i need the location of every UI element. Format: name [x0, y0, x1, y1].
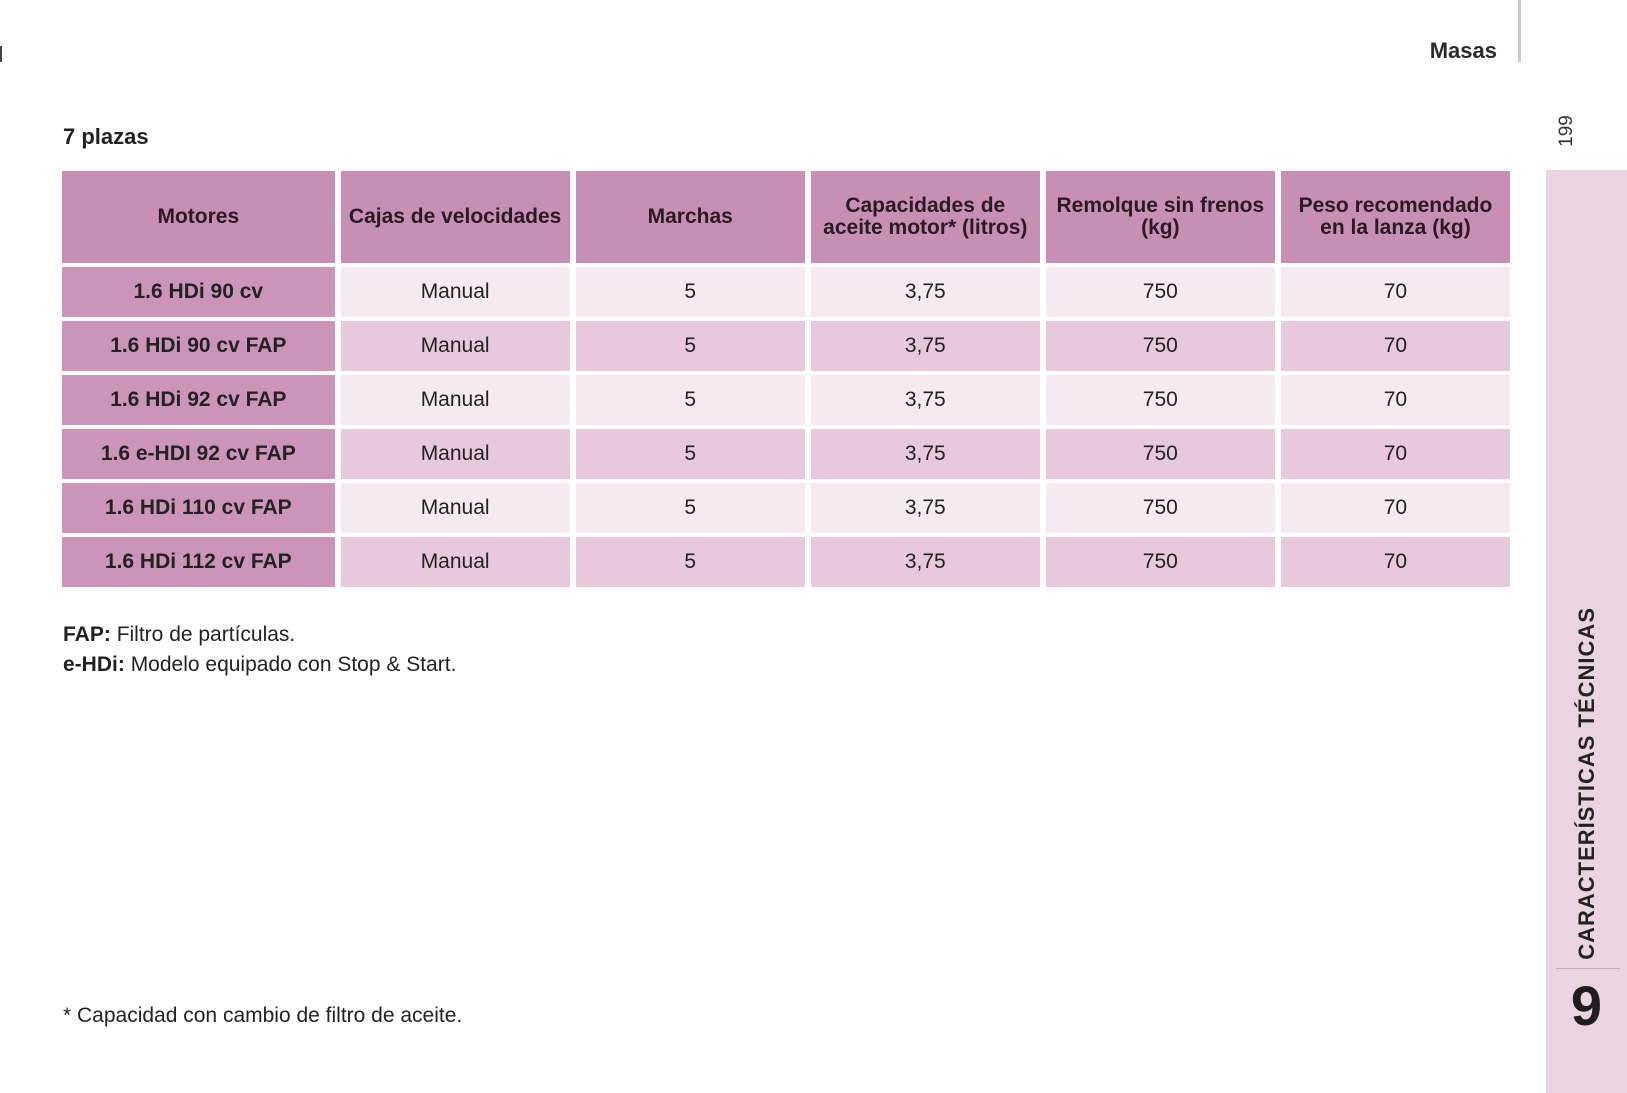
cell-motor: 1.6 HDi 112 cv FAP — [62, 537, 335, 587]
cell-remolque: 750 — [1046, 483, 1275, 533]
cell-peso: 70 — [1281, 321, 1510, 371]
table-row — [62, 537, 1510, 587]
note-term: FAP: — [63, 623, 111, 646]
cell-remolque: 750 — [1046, 267, 1275, 317]
table-row — [62, 321, 1510, 371]
cell-caja: Manual — [341, 429, 570, 479]
cell-caja: Manual — [341, 321, 570, 371]
cell-aceite: 3,75 — [811, 429, 1040, 479]
cell-caja: Manual — [341, 537, 570, 587]
cell-aceite: 3,75 — [811, 483, 1040, 533]
cell-peso: 70 — [1281, 483, 1510, 533]
cell-caja: Manual — [341, 483, 570, 533]
chapter-title: CARACTERÍSTICAS TÉCNICAS — [1573, 607, 1599, 960]
page-edge-mark — [0, 46, 2, 62]
chapter-divider — [1556, 968, 1620, 969]
notes-block — [63, 620, 456, 680]
column-header-motores: Motores — [62, 171, 335, 263]
cell-motor: 1.6 HDi 90 cv — [62, 267, 335, 317]
header-divider — [1518, 0, 1521, 62]
table-row — [62, 429, 1510, 479]
cell-marchas: 5 — [576, 375, 805, 425]
chapter-side-label — [1546, 170, 1627, 960]
footnote: * Capacidad con cambio de filtro de aceite. — [63, 1004, 463, 1027]
cell-marchas: 5 — [576, 483, 805, 533]
cell-marchas: 5 — [576, 267, 805, 317]
specs-table — [56, 167, 1516, 591]
note-text: Filtro de partículas. — [116, 623, 296, 646]
cell-marchas: 5 — [576, 537, 805, 587]
cell-caja: Manual — [341, 375, 570, 425]
table-row — [62, 483, 1510, 533]
cell-aceite: 3,75 — [811, 321, 1040, 371]
column-header-cajas: Cajas de velocidades — [341, 171, 570, 263]
cell-remolque: 750 — [1046, 429, 1275, 479]
note-term: e-HDi: — [63, 653, 125, 676]
column-header-remolque: Remolque sin frenos (kg) — [1046, 171, 1275, 263]
cell-remolque: 750 — [1046, 537, 1275, 587]
column-header-peso: Peso recomendado en la lanza (kg) — [1281, 171, 1510, 263]
cell-peso: 70 — [1281, 267, 1510, 317]
table-header-row — [62, 171, 1510, 263]
cell-peso: 70 — [1281, 429, 1510, 479]
page-number: 199 — [1556, 115, 1577, 147]
cell-aceite: 3,75 — [811, 267, 1040, 317]
cell-peso: 70 — [1281, 375, 1510, 425]
cell-marchas: 5 — [576, 321, 805, 371]
column-header-aceite: Capacidades de aceite motor* (litros) — [811, 171, 1040, 263]
cell-aceite: 3,75 — [811, 375, 1040, 425]
page-header-title: Masas — [1429, 38, 1497, 63]
column-header-marchas: Marchas — [576, 171, 805, 263]
cell-motor: 1.6 HDi 90 cv FAP — [62, 321, 335, 371]
cell-remolque: 750 — [1046, 375, 1275, 425]
note-text: Modelo equipado con Stop & Start. — [130, 653, 457, 676]
section-title: 7 plazas — [63, 124, 149, 149]
cell-motor: 1.6 HDi 110 cv FAP — [62, 483, 335, 533]
table-row — [62, 375, 1510, 425]
cell-peso: 70 — [1281, 537, 1510, 587]
note-fap — [63, 620, 456, 650]
table-row — [62, 267, 1510, 317]
cell-caja: Manual — [341, 267, 570, 317]
cell-motor: 1.6 e-HDI 92 cv FAP — [62, 429, 335, 479]
chapter-number: 9 — [1570, 974, 1603, 1037]
cell-motor: 1.6 HDi 92 cv FAP — [62, 375, 335, 425]
cell-marchas: 5 — [576, 429, 805, 479]
note-ehdi — [63, 650, 456, 680]
cell-remolque: 750 — [1046, 321, 1275, 371]
cell-aceite: 3,75 — [811, 537, 1040, 587]
